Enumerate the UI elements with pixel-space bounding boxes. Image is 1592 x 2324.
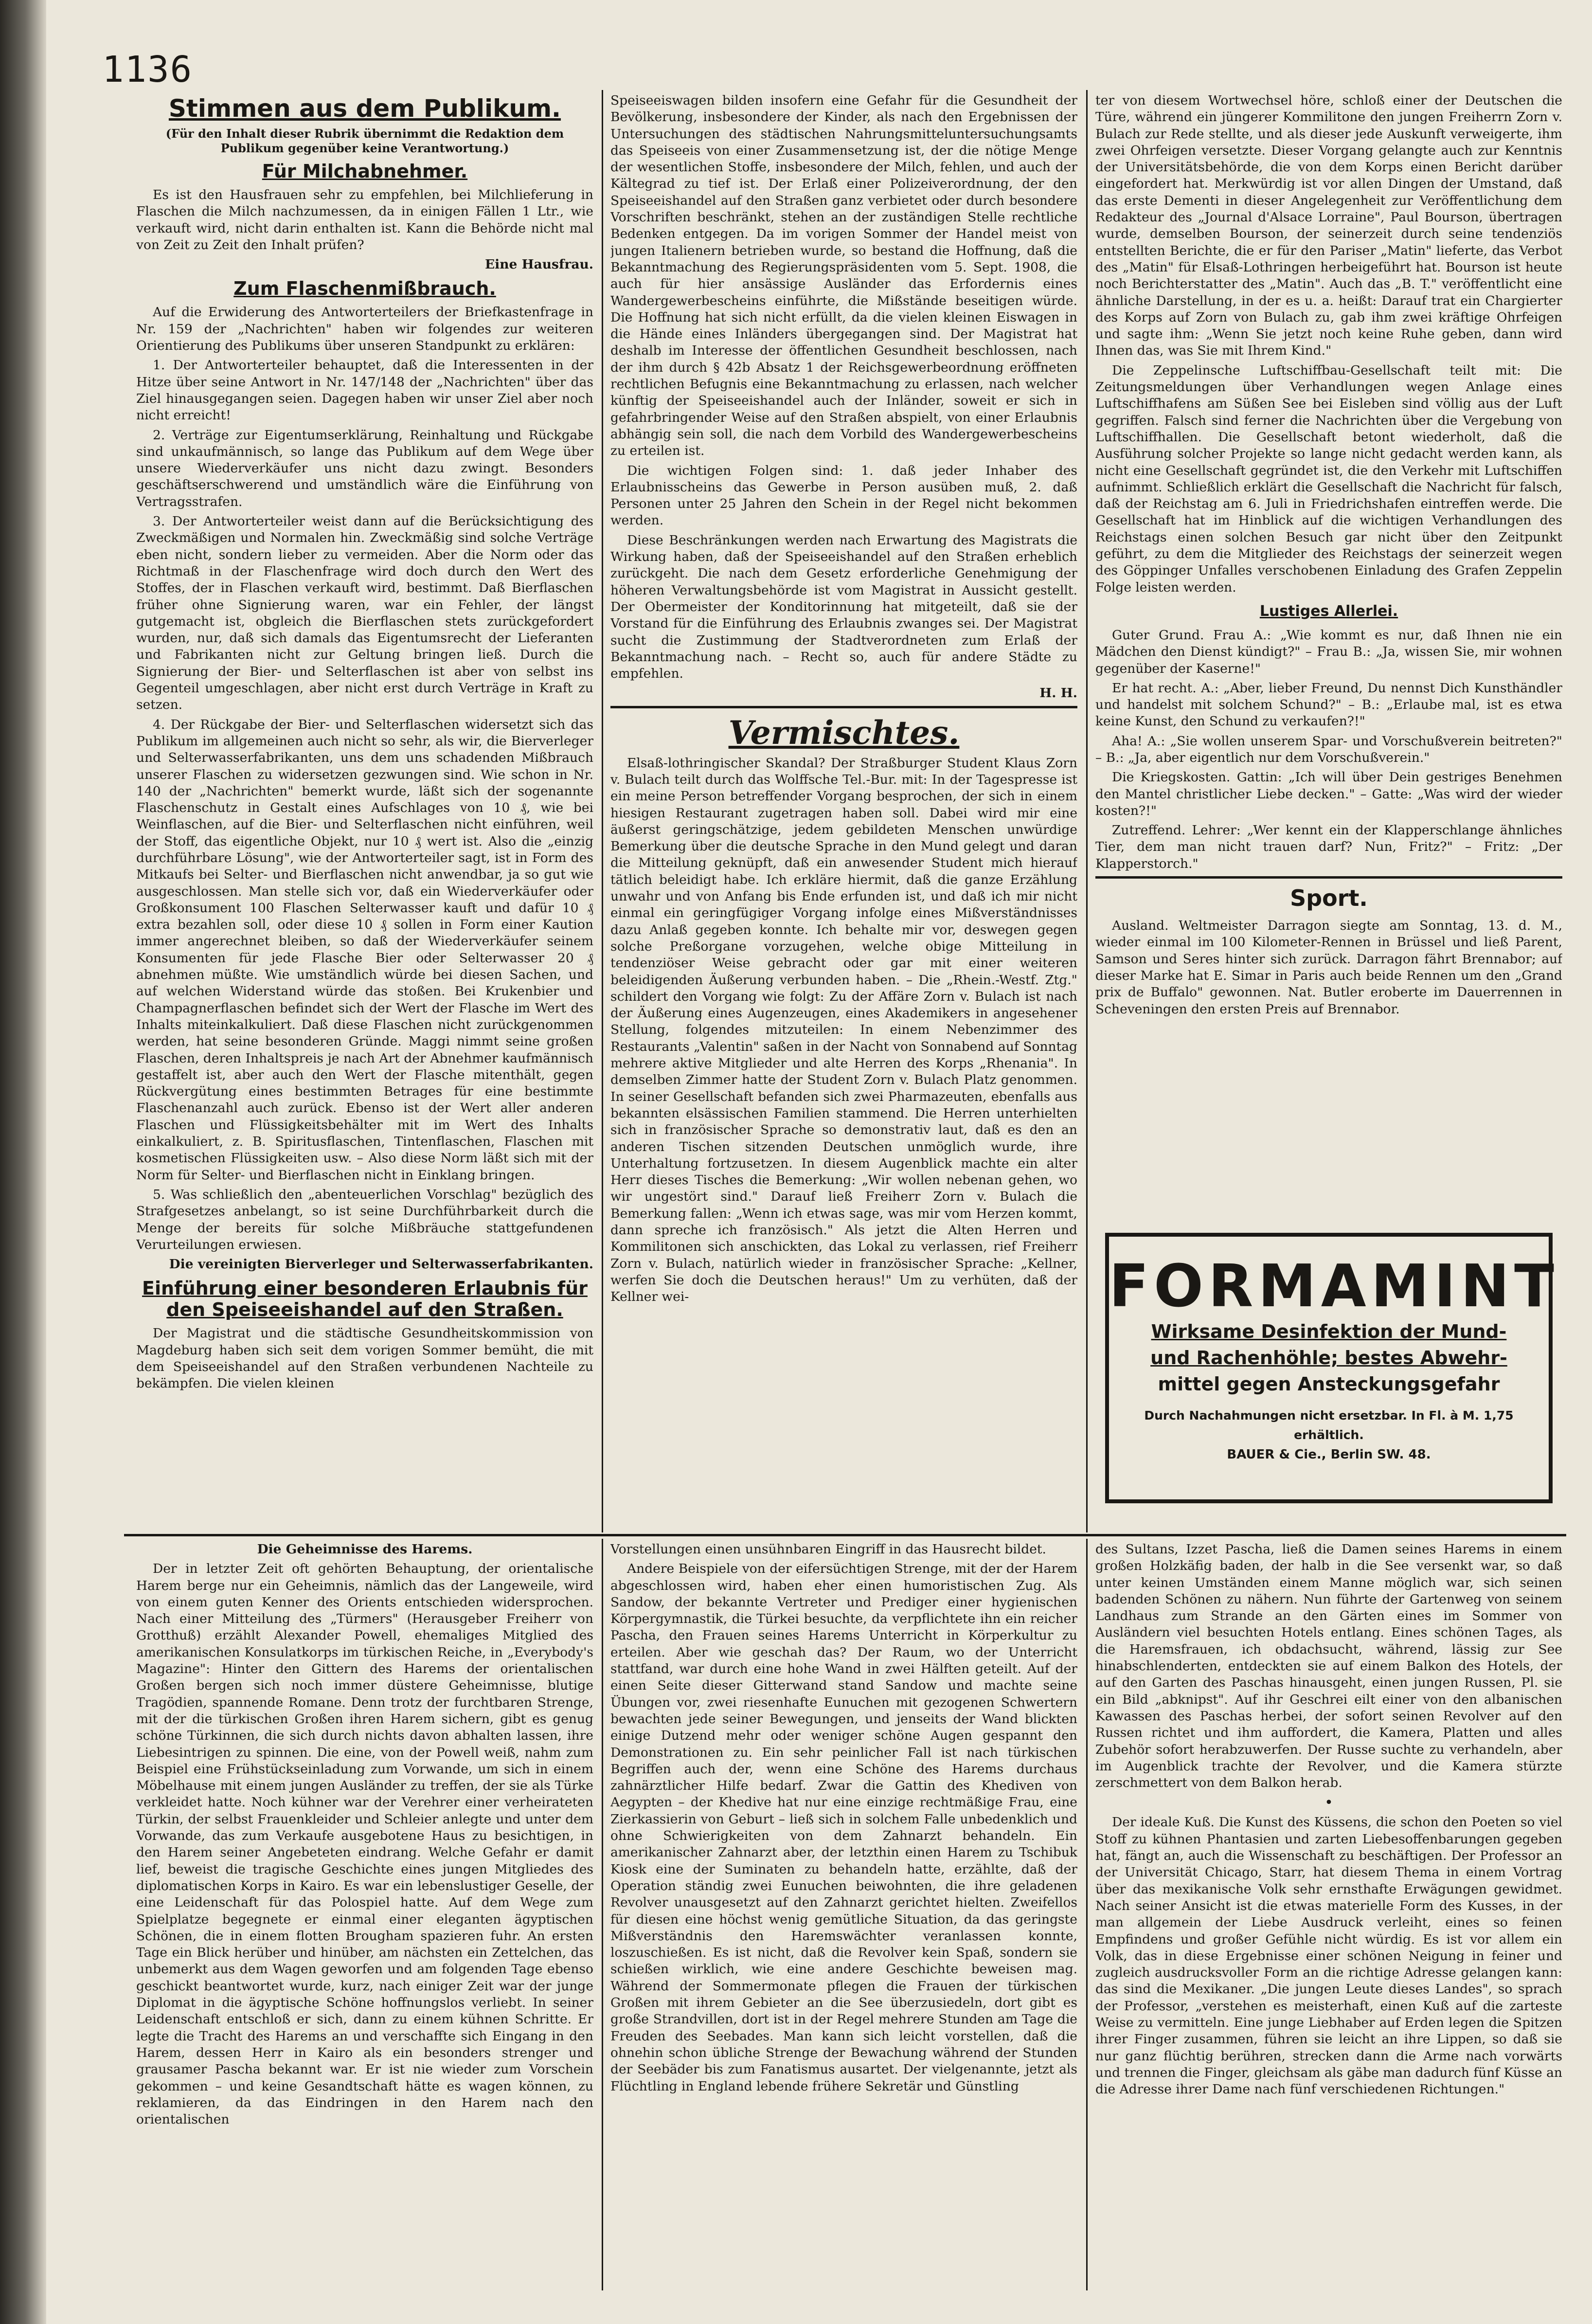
ad-maker: BAUER & Cie., Berlin SW. 48. — [1227, 1447, 1431, 1462]
humor-item: Guter Grund. Frau A.: „Wie kommt es nur, daß Ihnen nie ein Mädchen den Dienst kündigt?" – Frau B.: „Ja, wissen Sie, mir wohnen gegenüber der Kaserne!" — [1095, 627, 1562, 676]
humor-item: Er hat recht. A.: „Aber, lieber Freund, Du nennst Dich Kunsthändler und handelst mit solchem Schund?" – B.: „Erlaube mal, ist es etwa keine Kunst, den Schund zu verkaufen?!" — [1095, 680, 1562, 729]
article-paragraph: Die Zeppelinsche Luftschiffbau-Gesellschaft teilt mit: Die Zeitungsmeldungen über Verhandlungen wegen Anlage eines Luftschiffhafens am Süßen See bei Eisleben sind völlig aus der Luft gegriffen. Falsch sind ferner die Nachrichten über die Vergebung von Luftschiffhallen. Die Gesellschaft betont wiederholt, daß die Ausführung solcher Projekte so lange nicht gedacht werden kann, als nicht eine Gesellschaft gegründet ist, die den Verkehr mit Luftschiffen aufnimmt. Schließlich erklärt die Gesellschaft die Nachricht für falsch, daß der Reichstag am 6. Juli in Friedrichshafen eintreffen werde. Die Gesellschaft hat im Hinblick auf die wichtigen Verhandlungen des Reichstags einen solchen Besuch gar nicht über den Zeitpunkt geführt, zu dem die Mitglieder des Reichstags der seinerzeit wegen des Göppinger Unfalles verschobenen Einladung des Grafen Zeppelin Folge leisten werden. — [1095, 362, 1562, 595]
section-title-misc: Vermischtes. — [728, 713, 960, 752]
letter-signature-milk: Eine Hausfrau. — [484, 257, 593, 272]
section-title-public-voices: Stimmen aus dem Publikum. — [168, 94, 561, 123]
section-title-humor: Lustiges Allerlei. — [1259, 602, 1398, 620]
section-rule-horizontal — [124, 1534, 1566, 1536]
letter-text-ice-cream: Der Magistrat und die städtische Gesundheitskommission von Magdeburg haben sich seit dem vorigen Sommer bemüht, die mit dem Speiseeishandel auf den Straßen verbundenen Nachteile zu bekämpfen. Die vielen kleinen — [136, 1326, 593, 1391]
formamint-advertisement — [1105, 1233, 1559, 1503]
article-paragraph: ter von diesem Wortwechsel höre, schloß einer der Deutschen die Türe, während ein jüngerer Kommilitone den jungen Freiherrn Zorn v. Bulach zur Rede stellte, und als dieser jede Auskunft verweigerte, ihm zwei Ohrfeigen versetzte. Dieser Vorgang gelangte auch zur Kenntnis der Universitätsbehörde, die von dem Korps einen Bericht darüber eingefordert hat. Merkwürdig ist vor allen Dingen der Umstand, daß das erste Dementi in dieser Angelegenheit zur Veröffentlichung dem Redakteur des „Journal d'Alsace Lorraine", Paul Bourson, übertragen wurde, demselben Bourson, der seinerzeit durch seine tendenziös entstellten Berichte, die er für den Pariser „Matin" lieferte, das Verbot des „Matin" für Elsaß-Lothringen herbeigeführt hat. Bourson ist heute noch Berichterstatter des „Matin". Auch das „B. T." veröffentlicht eine ähnliche Darstellung, in der es u. a. heißt: Darauf trat ein Chargierter des Korps auf Zorn von Bulach zu, gab ihm zwei kräftige Ohrfeigen und sagte ihm: „Wenn Sie jetzt noch keine Ruhe geben, dann wird Ihnen das, was Sie mit Ihrem Kind." — [1095, 93, 1562, 359]
disclaimer: (Für den Inhalt dieser Rubrik übernimmt die Redaktion dem Publikum gegenüber keine Verantwortung.) — [165, 126, 564, 155]
letter-title-milk: Für Milchabnehmer. — [262, 161, 468, 182]
ad-line-3: mittel gegen Ansteckungsgefahr — [1158, 1373, 1500, 1395]
humor-item: Aha! A.: „Sie wollen unserem Spar- und Vorschußverein beitreten?" – B.: „Ja, aber eigentlich nur dem Vorschußverein." — [1095, 733, 1562, 765]
page-number: 1136 — [102, 49, 193, 90]
letter-paragraph: 5. Was schließlich den „abenteuerlichen Vorschlag" bezüglich des Strafgesetzes anbelangt, so ist seine Durchführbarkeit durch die Menge der bereits für solche Mißbräuche stattgefundenen Verurteilungen erwiesen. — [136, 1187, 593, 1252]
letter-paragraph: 3. Der Antworterteiler weist dann auf die Berücksichtigung des Zweckmäßigen und Normalen hin. Zweckmäßig sind solche Verträge eben nicht, sondern lieber zu vermeiden. Aber die Norm oder das Richtmaß in der Flaschenfrage wird doch durch den Wert des Stoffes, der in Flaschen verkauft wird, bestimmt. Daß Bierflaschen früher ohne Signierung waren, war ein Fehler, der längst gutgemacht ist, obgleich die Bierflaschen stets zurückgefordert wurden, nur, daß sich damals das Eigentumsrecht der Lieferanten und Fabrikanten nicht zur Geltung bringen ließ. Durch die Signierung der Bier- und Selterflaschen ist aber von selbst ins Gegenteil umgeschlagen, aber nicht erst durch Verträge in Kraft zu setzen. — [136, 514, 593, 713]
article-paragraph: Andere Beispiele von der eifersüchtigen Strenge, mit der der Harem abgeschlossen wird, haben eher einen humoristischen Zug. Als Sandow, der bekannte Vertreter und Prediger einer hygienischen Körpergymnastik, die Türkei besuchte, da verpflichtete ihn ein reicher Pascha, den Frauen seines Harems Unterricht in Körperkultur zu erteilen. Aber wie geschah das? Der Raum, wo der Unterricht stattfand, war durch eine hohe Wand in zwei Hälften geteilt. Auf der einen Seite dieser Gitterwand stand Sandow und machte seine Übungen vor, zwei riesenhafte Eunuchen mit gezogenen Schwertern bewachten jede seiner Bewegungen, und jenseits der Wand blickten einige Dutzend mehr oder weniger schöne Augen gespannt den Demonstrationen zu. Ein sehr peinlicher Fall ist nach türkischen Begriffen auch der, wenn eine Schöne des Harems durchaus zahnärztlicher Hilfe bedarf. Zwar die Gattin des Khediven von Aegypten – der Khedive hat nur eine einzige rechtmäßige Frau, eine Zierkassierin von Geburt – ließ sich in solchem Falle unbedenklich und ohne Schwierigkeiten von dem Zahnarzt behandeln. Ein amerikanischer Zahnarzt aber, der letzthin einen Harem zu Tschibuk Kiosk eine der Suminaten zu behandeln hatte, erzählte, daß der Operation ständig zwei Eunuchen beiwohnten, die ihre geladenen Revolver unausgesetzt auf den Zahnarzt gerichtet hielten. Zweifellos für diesen eine höchst wenig gemütliche Situation, da das geringste Mißverständnis den Haremswächter veranlassen konnte, loszuschießen. Es ist nicht, daß die Revolver kein Spaß, sondern sie schießen wirklich, wie eine andere Geschichte beweisen mag. Während der Sommermonate pflegen die Frauen der türkischen Großen mit ihrem Gebieter an die See überzusiedeln, dort gibt es große Strandvillen, dort ist in der Regel mehrere Stunden am Tage die Freuden des Seebades. Man kann sich leicht vorstellen, daß die ohnehin schon übliche Strenge der Bewachung während der Stunden der Seebäder bis zum Fanatismus ausartet. Der vielgenannte, jetzt als Flüchtling in England lebende frühere Sekretär und Günstling — [610, 1561, 1077, 2094]
article-paragraph: Elsaß-lothringischer Skandal? Der Straßburger Student Klaus Zorn v. Bulach teilt durch das Wolffsche Tel.-Bur. mit: In der Tagespresse ist ein meine Person betreffender Vorgang besprochen, der sich in einem hiesigen Restaurant zugetragen haben soll. Dabei wird mir eine äußerst geringschätzige, jedem gebildeten Menschen unwürdige Bemerkung über die deutsche Sprache in den Mund gelegt und daran die Mitteilung geknüpft, daß ein anwesender Student mich hierauf tätlich beleidigt habe. Ich erkläre hiermit, daß die ganze Erzählung unwahr und von Anfang bis Ende erfunden ist, und daß ich mir nicht einmal ein geringfügiger Vorgang infolge eines Mißverständnisses dazu Anlaß gegeben konnte. Ich behalte mir vor, deswegen gegen solche Preßorgane vorzugehen, welche obige Mitteilung in tendenziöser Weise gebracht oder gar mit einer weiteren beleidigenden Äußerung verbunden haben. – Die „Rhein.-Westf. Ztg." schildert den Vorgang wie folgt: Zu der Affäre Zorn v. Bulach ist nach der Äußerung eines Augenzeugen, eines Akademikers in angesehener Stellung, folgendes mitzuteilen: In einem Nebenzimmer des Restaurants „Valentin" saßen in der Nacht von Sonnabend auf Sonntag mehrere aktive Mitglieder und alte Herren des Korps „Rhenania". In demselben Zimmer hatte der Student Zorn v. Bulach Platz genommen. In seiner Gesellschaft befanden sich zwei Pharmazeuten, ebenfalls aus bekannten elsässischen Familien stammend. Die Herren unterhielten sich in französischer Sprache so demonstrativ laut, daß es den an anderen Tischen sitzenden Deutschen unmöglich wurde, ihre Unterhaltung fortzusetzen. In diesem Augenblick machte ein alter Herr dieses Tisches die Bemerkung: „Wir wollen nebenan gehen, wo wir ungestört sind." Darauf ließ Freiherr Zorn v. Bulach die Bemerkung fallen: „Wenn ich etwas sage, was mir vom Herzen kommt, dann spreche ich französisch." Als jetzt die Alten Herren und Kommilitonen sich anschickten, das Lokal zu verlassen, rief Freiherr Zorn v. Bulach, natürlich wieder in französischer Sprache: „Kellner, werfen Sie doch die Deutschen heraus!" Um zu verhüten, daß der Kellner wei- — [610, 755, 1077, 1305]
bottom-column-1 — [136, 1541, 593, 2288]
humor-item: Zutreffend. Lehrer: „Wer kennt ein der Klapperschlange ähnliches Tier, dem man nicht trauen darf? Nun, Fritz?" – Fritz: „Der Klapperstorch." — [1095, 823, 1562, 871]
article-title-harem: Die Geheimnisse des Harems. — [257, 1542, 473, 1557]
letter-paragraph: 4. Der Rückgabe der Bier- und Selterflaschen widersetzt sich das Publikum im allgemeinen auch nicht so sehr, als wir, die Bierverleger und Selterwasserfabrikanten, uns dem uns schadenden Mißbrauch unserer Flaschen zu widersetzen gezwungen sind. Wie schon in Nr. 140 der „Nachrichten" bemerkt wurde, läßt sich der sogenannte Flaschenschutz in Gestalt eines Aufschlages von 10 ₰, wie bei Weinflaschen, auf die Bier- und Selterflaschen nicht einführen, weil der Stoff, das eigentliche Objekt, nur 10 ₰ wert ist. Also die „einzig durchführbare Lösung", wie der Antworterteiler sagt, ist in Form des Mitkaufs bei Selter- und Bierflaschen nicht anwendbar, ja so gut wie ausgeschlossen. Man stelle sich vor, daß ein Wiederverkäufer oder Großkonsument 100 Flaschen Selterwasser kauft und dafür 10 ₰ extra bezahlen soll, oder diese 10 ₰ sollen in Form einer Kaution immer angerechnet bleiben, so daß der Wiederverkäufer seinem Konsumenten für jede Flasche Bier oder Selterwasser 20 ₰ abnehmen müßte. Wie umständlich würde bei diesen Sachen, und auf welchen Widerstand würde das stoßen. Bei Krukenbier und Champagnerflaschen befindet sich der Wert der Flasche im Wert des Inhalts miteinkalkuliert. Daß diese Flaschen nicht zurückgenommen werden, hat seine besonderen Gründe. Maggi nimmt seine großen Flaschen, deren Inhaltspreis je nach Art der Abnehmer kaufmännisch gestaffelt ist, aber auch den Wert der Flasche mitenthält, gegen Rückvergütung eines bestimmten Betrages für eine bestimmte Flaschenanzahl auch zurück. Ebenso ist der Wert aller anderen Flaschen und Flüssigkeitsbehälter mit im Wert des Inhalts einkalkuliert, z. B. Spiritusflaschen, Tintenflaschen, Flaschen mit kosmetischen Flüssigkeiten usw. – Also diese Norm läßt sich mit der Norm für Selter- und Bierflaschen nicht in Einklang bringen. — [136, 717, 593, 1183]
letter-text-milk: Es ist den Hausfrauen sehr zu empfehlen, bei Milchlieferung in Flaschen die Milch nachzumessen, da in einigen Fällen 1 Ltr., wie verkauft wird, nicht darin enthalten ist. Kann die Behörde nicht mal von Zeit zu Zeit den Inhalt prüfen? — [136, 187, 593, 252]
letter-title-ice-cream: Einführung einer besonderen Erlaubnis für den Speiseeishandel auf den Straßen. — [142, 1278, 588, 1321]
letter-paragraph: Auf die Erwiderung des Antworterteilers der Briefkastenfrage in Nr. 159 der „Nachrichten" haben wir folgendes zur weiteren Orientierung des Publikums über unseren Standpunkt zu erklären: — [136, 305, 593, 354]
article-paragraph: Speiseeiswagen bilden insofern eine Gefahr für die Gesundheit der Bevölkerung, insbesondere der Kinder, als nach den Ergebnissen der Untersuchungen des städtischen Nahrungsmitteluntersuchungsamts das Speiseeis von einer Zusammensetzung ist, der die nötige Menge der wesentlichen Stoffe, insbesondere der Milch, fehlen, und auch der Kältegrad zu tief ist. Der Erlaß einer Polizeiverordnung, der den Speiseeishandel auf den Straßen ganz verbietet oder durch besondere Vorschriften beschränkt, stehen an der zuständigen Stelle rechtliche Bedenken entgegen. Da im vorigen Sommer der Handel meist von jungen Italienern betrieben wurde, so bestand die Hoffnung, daß die Bekanntmachung des Regierungspräsidenten vom 5. Sept. 1908, die auch für hier ansässige Ausländer das Erfordernis eines Wandergewerbescheins einführte, die Mißstände beseitigen würde. Die Hoffnung hat sich nicht erfüllt, da die vielen kleinen Eiswagen in die Hände eines Inländers übergegangen sind. Der Magistrat hat deshalb im Interesse der öffentlichen Gesundheit beschlossen, nach der ihm durch § 42b Absatz 1 der Reichsgewerbeordnung eröffneten rechtlichen Befugnis eine Bekanntmachung zu erlassen, nach welcher künftig der Speiseeishandel auch der Inländer, soweit er sich in gefahrbringender Weise auf den Straßen abspielt, von einer Erlaubnis abhängig sein soll, die nach dem Vorbild des Wandergewerbescheins zu erteilen ist. — [610, 93, 1077, 459]
article-paragraph: Diese Beschränkungen werden nach Erwartung des Magistrats die Wirkung haben, daß der Speiseeishandel auf den Straßen erheblich zurückgeht. Die nach dem Gesetz erforderliche Genehmigung der höheren Verwaltungsbehörde ist vom Magistrat in Aussicht gestellt. Der Obermeister der Konditorinnung hat mitgeteilt, daß sie der Vorstand für die Einführung des Erlaubnis zwanges sei. Der Magistrat sucht die Zustimmung der Stadtverordneten zum Erlaß der Bekanntmachung nach. – Recht so, auch für andere Städte zu empfehlen. — [610, 532, 1077, 682]
letter-paragraph: 1. Der Antworterteiler behauptet, daß die Interessenten in der Hitze über seine Antwort in Nr. 147/148 der „Nachrichten" über das Ziel hinausgegangen seien. Dagegen haben wir unser Ziel aber noch nicht erreicht! — [136, 358, 593, 423]
column-rule-2 — [1086, 90, 1088, 1532]
ad-note: Durch Nachahmungen nicht ersetzbar. In Fl. à M. 1,75 erhältlich. — [1144, 1408, 1514, 1442]
ad-brand: FORMAMINT — [1109, 1253, 1559, 1320]
section-title-sport: Sport. — [1290, 885, 1368, 912]
sport-text: Ausland. Weltmeister Darragon siegte am Sonntag, 13. d. M., wieder einmal im 100 Kilometer-Rennen in Brüssel und ließ Parent, Samson und Seres hinter sich zurück. Darragon fährt Brennabor; auf dieser Marke hat E. Simar in Paris auch beide Rennen um den „Grand prix de Buffalo" gewonnen. Nat. Butler eroberte im Dauerrennen in Scheveningen den ersten Preis auf Brennabor. — [1095, 918, 1562, 1017]
article-paragraph: Der in letzter Zeit oft gehörten Behauptung, der orientalische Harem berge nur ein Geheimnis, nämlich das der Langeweile, wird von einem guten Kenner des Orients entschieden widersprochen. Nach einer Mitteilung des „Türmers" (Herausgeber Freiherr von Grotthuß) erzählt Alexander Powell, ehemaliges Mitglied des amerikanischen Konsulatkorps im türkischen Reiche, in „Everybody's Magazine": Hinter den Gittern des Harems der orientalischen Großen bergen sich noch immer düstere Geheimnisse, blutige Tragödien, spannende Romane. Denn trotz der furchtbaren Strenge, mit der die türkischen Großen ihren Harem sichern, gibt es genug schöne Türkinnen, die sich durch nichts davon abhalten lassen, ihre Liebesintrigen zu spinnen. Die eine, von der Powell weiß, nahm zum Beispiel eine Frühstückseinladung zum Vorwande, um sich in einem Möbelhause mit einem jungen Ausländer zu treffen, der sie als Türke verkleidet hatte. Noch kühner war der Verehrer einer verheirateten Türkin, der selbst Frauenkleider und Schleier anlegte und unter dem Vorwande, das zum Verkaufe ausgebotene Haus zu besichtigen, in den Harem seiner Angebeteten eindrang. Welche Gefahr er damit lief, beweist die tragische Geschichte eines jungen Mitgliedes des diplomatischen Korps in Kairo. Es war ein lebenslustiger Geselle, der eine Leidenschaft für das Polospiel hatte. Auf dem Wege zum Spielplatze begegnete er einmal einer eleganten ägyptischen Schönen, die in einem flotten Brougham spazieren fuhr. An ersten Tage ein Blick herüber und hinüber, am nächsten ein Zettelchen, das unbemerkt aus dem Wagen geworfen und am folgenden Tage ebenso geschickt beantwortet wurde, kurz, nach einiger Zeit war der junge Diplomat in die ägyptische Schöne hoffnungslos verliebt. In seiner Leidenschaft entschloß er sich, dann zu einem kühnen Schritte. Er legte die Tracht des Harems an und verschaffte sich Eingang in den Harem, dessen Herr in Kairo als ein besonders strenger und grausamer Pascha bekannt war. Er ist nie wieder zum Vorschein gekommen – und keine Gesandtschaft hätte es wagen können, zu reklamieren, da das Eindringen in den Harem nach den orientalischen — [136, 1561, 593, 2127]
section-rule — [610, 706, 1077, 708]
letter-paragraph: 2. Verträge zur Eigentumserklärung, Reinhaltung und Rückgabe sind unkaufmännisch, so lange das Publikum auf dem Wege über unsere Wiederverkäufer uns nicht dazu zwingt. Besonders geschäftserschwerend und umständlich wäre die Einführung von Vertragsstrafen. — [136, 427, 593, 509]
letter-signature-bottles: Die vereinigten Bierverleger und Selterwasserfabrikanten. — [169, 1257, 593, 1272]
article-signature: H. H. — [1039, 685, 1077, 701]
divider-dot: • — [1324, 1794, 1333, 1812]
column-1 — [136, 92, 593, 1530]
article-paragraph: Die wichtigen Folgen sind: 1. daß jeder Inhaber des Erlaubnisscheins das Gewerbe in Person ausüben muß, 2. daß Personen unter 25 Jahren den Schein in der Regel nicht bekommen werden. — [610, 463, 1077, 528]
bottom-column-3 — [1095, 1541, 1562, 2288]
article-paragraph: Vorstellungen einen unsühnbaren Eingriff in das Hausrecht bildet. — [610, 1542, 1046, 1557]
article-paragraph-kiss: Der ideale Kuß. Die Kunst des Küssens, die schon den Poeten so viel Stoff zu kühnen Phantasien und zarten Liebesoffenbarungen gegeben hat, fängt an, auch die Wissenschaft zu beschäftigen. Der Professor an der Universität Chicago, Starr, hat diesem Thema in einem Vortrag über das mexikanische Volk sehr ernsthafte Erwägungen gewidmet. Nach seiner Ansicht ist die etwas materielle Form des Kusses, in der man allgemein der Liebe Ausdruck verleiht, eines so feinen Empfindens und großer Gefühle nicht würdig. Es ist vor allem ein Volk, das in diese Ergebnisse einer schönen Neigung in feiner und zugleich ausdrucksvoller Form an die richtige Adresse gelangen kann: das sind die Mexikaner. „Die jungen Leute dieses Landes", so sprach der Professor, „verstehen es meisterhaft, einen Kuß auf die zarteste Weise zu vermitteln. Eine junge Liebhaber auf Erden legen die Spitzen ihrer Finger zusammen, führen sie leicht an ihre Lippen, so daß sie nur ganz flüchtig berühren, strecken dann die Arme nach vorwärts und trennen die Finger, gleichsam als gäbe man dadurch fünf Küsse an die Adresse ihrer Dame nach fünf verschiedenen Richtungen." — [1095, 1815, 1562, 2097]
ad-line-1: Wirksame Desinfektion der Mund- — [1151, 1321, 1507, 1342]
column-rule-1 — [602, 90, 603, 1532]
column-3 — [1095, 92, 1562, 1228]
column-rule-4 — [1086, 1539, 1088, 2290]
humor-item: Die Kriegskosten. Gattin: „Ich will über Dein gestriges Benehmen den Mantel christlicher Liebe decken." – Gatte: „Was wird der wieder kosten?!" — [1095, 770, 1562, 818]
ad-line-2: und Rachenhöhle; bestes Abwehr- — [1150, 1347, 1507, 1369]
article-paragraph: des Sultans, Izzet Pascha, ließ die Damen seines Harems in einem großen Holzkäfig baden, der halb in die See versenkt war, so daß unter keinen Umständen einem Manne möglich war, sich seinen badenden Schönen zu nähern. Nun führte der Gartenweg von seinem Landhaus zum Strande an den Gärten eines im Sommer von Ausländern viel besuchten Hotels entlang. Eines schönen Tages, als die Haremsfrauen, ich obdachsucht, während, lässig zur See hinabschlenderten, entdeckten sie auf einem Balkon des Hotels, der auf den Garten des Paschas hinausgeht, einen jungen Russen, Pl. sie ein Bild „abknipst". Auf ihr Geschrei eilt einer von den albanischen Kawassen des Paschas herbei, der sofort seinen Revolver auf den Russen richtet und ihm auffordert, die Kamera, Platten und alles Zubehör sofort herabzuwerfen. Der Russe suchte zu verhandeln, aber im Augenblick trachte der Revolver, und die Kamera stürzte zerschmettert von dem Balkon herab. — [1095, 1542, 1562, 1791]
section-rule — [1095, 876, 1562, 879]
column-rule-3 — [602, 1539, 603, 2290]
column-2 — [610, 92, 1077, 1530]
page-spine-shadow — [0, 0, 46, 2324]
bottom-column-2 — [610, 1541, 1077, 2288]
letter-title-bottles: Zum Flaschenmißbrauch. — [233, 278, 496, 300]
